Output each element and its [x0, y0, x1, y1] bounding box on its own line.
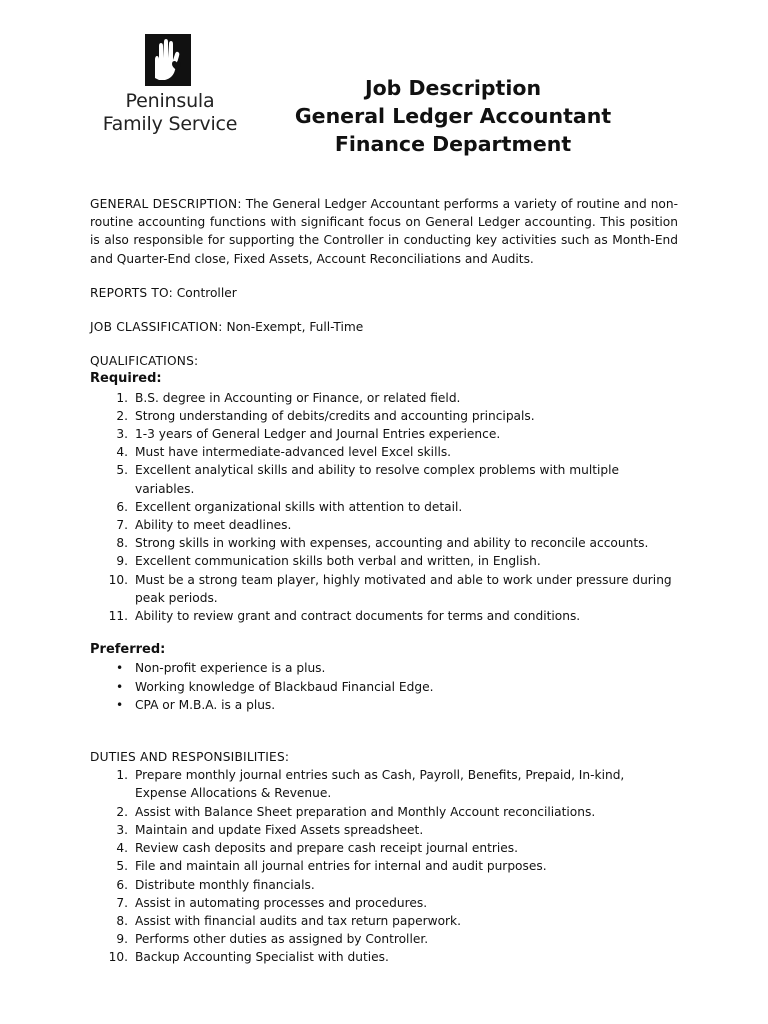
reports-to	[90, 284, 678, 302]
list-item: 3. 1-3 years of General Ledger and Journal Entries experience.	[116, 427, 501, 442]
document-body	[90, 195, 678, 967]
list-item: 4. Review cash deposits and prepare cash receipt journal entries.	[116, 841, 519, 856]
logo-line-1: Peninsula	[125, 90, 215, 112]
document-title	[270, 74, 636, 158]
bullet-icon: •	[116, 679, 124, 694]
list-item: 1. Prepare monthly journal entries such as Cash, Payroll, Benefits, Prepaid, In-kind, Expense Allocations & Revenue.	[116, 768, 625, 801]
title-line-1: Job Description	[364, 76, 542, 100]
list-item: 7. Assist in automating processes and procedures.	[116, 895, 428, 910]
title-line-2: General Ledger Accountant	[294, 104, 612, 128]
hand-heart-icon	[145, 34, 191, 86]
required-list	[90, 389, 678, 626]
qualifications-heading: QUALIFICATIONS:	[90, 354, 199, 369]
list-item: 10. Must be a strong team player, highly motivated and able to work under pressure during peak periods.	[108, 572, 672, 605]
job-classification-value: Non-Exempt, Full-Time	[226, 320, 364, 335]
list-item: 3. Maintain and update Fixed Assets spreadsheet.	[116, 822, 424, 837]
list-item: 9. Performs other duties as assigned by Controller.	[116, 932, 429, 947]
general-description	[90, 195, 678, 268]
list-item: 5. Excellent analytical skills and ability to resolve complex problems with multiple variables.	[116, 463, 620, 496]
list-item: 10. Backup Accounting Specialist with duties.	[108, 950, 389, 965]
duties-heading: DUTIES AND RESPONSIBILITIES:	[90, 750, 290, 765]
job-classification-label: JOB CLASSIFICATION:	[90, 320, 223, 335]
list-item: 6. Distribute monthly financials.	[116, 877, 315, 892]
required-heading: Required:	[90, 371, 162, 387]
list-item: 1. B.S. degree in Accounting or Finance, or related field.	[116, 390, 461, 405]
duties-list	[90, 766, 678, 966]
list-item: 8. Assist with financial audits and tax return paperwork.	[116, 913, 461, 928]
list-item: 8. Strong skills in working with expenses, accounting and ability to reconcile accounts.	[116, 536, 649, 551]
reports-to-label: REPORTS TO:	[90, 285, 173, 300]
bullet-icon: •	[116, 661, 124, 676]
list-item: 11. Ability to review grant and contract documents for terms and conditions.	[108, 609, 581, 624]
list-item: 2. Strong understanding of debits/credits and accounting principals.	[116, 408, 535, 423]
list-item: 9. Excellent communication skills both verbal and written, in English.	[116, 554, 541, 569]
general-description-text: The General Ledger Accountant performs a variety of routine and non-routine accounting functions with significant focus on General Ledger accounting. This position is also responsible for supporting the Controller in conducting key activities such as Month-End and Quarter-End close, Fixed Assets, Account Reconciliations and Audits.	[90, 197, 678, 266]
job-classification	[90, 318, 678, 336]
title-line-3: Finance Department	[334, 132, 572, 156]
list-item: 6. Excellent organizational skills with attention to detail.	[116, 499, 463, 514]
logo-line-2: Family Service	[102, 113, 238, 135]
list-item: 2. Assist with Balance Sheet preparation and Monthly Account reconciliations.	[116, 804, 596, 819]
reports-to-value: Controller	[176, 285, 237, 300]
general-description-label: GENERAL DESCRIPTION:	[90, 197, 242, 211]
list-item: 7. Ability to meet deadlines.	[116, 518, 292, 533]
list-item: 5. File and maintain all journal entries for internal and audit purposes.	[116, 859, 547, 874]
organization-logo	[95, 34, 245, 146]
preferred-heading: Preferred:	[90, 642, 166, 658]
bullet-icon: •	[116, 697, 124, 712]
list-item: 4. Must have intermediate-advanced level Excel skills.	[116, 445, 452, 460]
list-item: • CPA or M.B.A. is a plus.	[90, 696, 678, 714]
list-item: • Non-profit experience is a plus.	[90, 659, 678, 677]
list-item: • Working knowledge of Blackbaud Financial Edge.	[90, 678, 678, 696]
preferred-list	[90, 659, 678, 714]
